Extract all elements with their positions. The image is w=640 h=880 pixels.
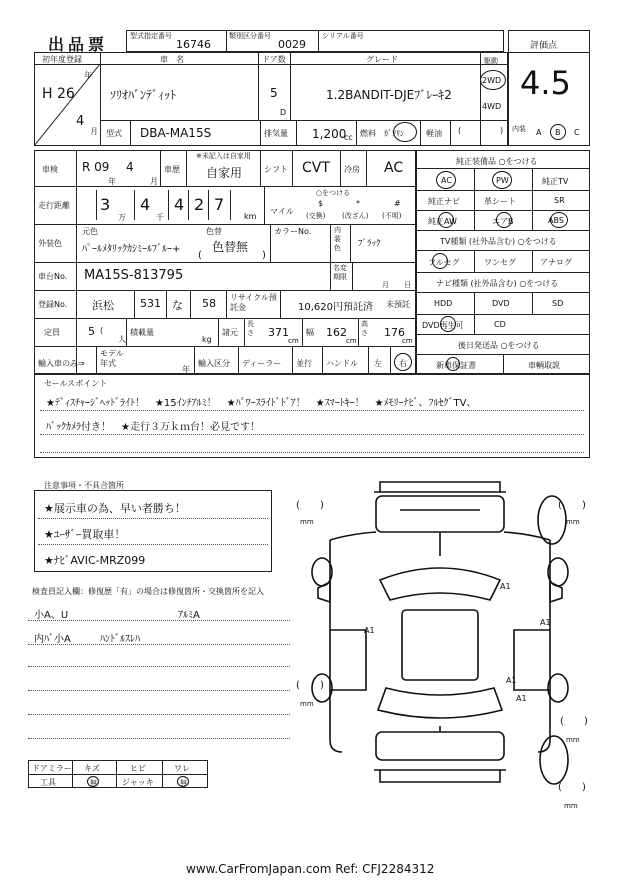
height-label: 高さ [361, 320, 368, 337]
shift-label: シフト [264, 165, 288, 174]
reg-kana: な [172, 299, 183, 312]
name-change-day: 日 [404, 281, 411, 289]
equip-airbag-circle [496, 212, 512, 228]
category-label: 類別区分番号 [229, 32, 271, 40]
mileage-circle-note: ○をつける [316, 189, 351, 197]
displacement-unit: cc [344, 133, 353, 142]
mileage-unit-km: km [244, 212, 257, 221]
ac-label: 冷房 [344, 165, 360, 174]
drive-4wd: 4WD [482, 102, 502, 111]
notes-line-2: ★ﾕｰｻﾞｰ買取車！ [44, 528, 126, 541]
interior-c: C [574, 128, 580, 137]
mileage-digit-1: 3 [100, 195, 111, 214]
equip-ac: AC [441, 176, 452, 185]
interior-b: B [555, 128, 561, 137]
mm-front-right: mm [566, 518, 580, 526]
drive-2wd: 2WD [482, 76, 502, 85]
mileage-status-star: * [356, 199, 360, 208]
docs-warranty-circle [446, 357, 460, 371]
equip-abs-circle [550, 212, 568, 228]
equip-aw-circle [438, 212, 454, 228]
width-unit: cm [346, 337, 357, 345]
tv-oneseg: ワンセグ [484, 258, 516, 267]
equip-leather: 革シート [484, 197, 516, 206]
inspector-line-2-right: ﾊﾝﾄﾞﾙｽﾚﾊ [100, 634, 140, 645]
footer-watermark: www.CarFromJapan.com Ref: CFJ2284312 [186, 862, 435, 876]
capacity-unit: 人 [118, 335, 126, 344]
serial-label: シリアル番号 [322, 32, 364, 40]
paint-label: 色替 [206, 227, 222, 236]
notes-label: 注意事項・不具合箇所 [44, 481, 124, 490]
chassis-value: MA15S-813795 [84, 268, 184, 283]
usage-note: ※未記入は自家用 [196, 152, 251, 160]
name-change-label: 名変期限 [333, 264, 347, 281]
equip-sr: SR [554, 196, 565, 205]
parts-jack-value: 無 [180, 779, 187, 787]
recycle-unpaid: 未預託 [386, 300, 410, 309]
reg-number: 58 [202, 297, 216, 310]
interior-color-label: 内装色 [334, 226, 341, 252]
nav-hdd: HDD [434, 299, 453, 308]
first-reg-month-unit: 月 [90, 127, 98, 136]
interior-a: A [536, 128, 542, 137]
chassis-label: 車台No. [38, 272, 68, 281]
mark-a1-left-side: A1 [364, 626, 375, 635]
car-name-value: ｿﾘｵﾊﾞﾝﾃﾞｨｯﾄ [110, 88, 177, 102]
mileage-status-unknown: (不明) [382, 212, 402, 220]
inspector-line-2-left: 内ﾊﾞ小A [34, 634, 71, 645]
handle-right: 右 [399, 359, 407, 368]
width-label: 幅 [306, 328, 314, 337]
mileage-label: 走行距離 [38, 201, 70, 210]
name-change-month: 月 [382, 281, 389, 289]
parts-header-break: ワレ [174, 764, 190, 773]
inspector-label: 検査員記入欄：修復歴「有」の場合は修復箇所・交換箇所を記入 [32, 587, 264, 596]
mileage-status-hash: # [394, 199, 401, 208]
grade-label: グレード [366, 55, 398, 64]
model-designation-value: 16746 [176, 38, 211, 51]
nav-dvd-play: DVD再生可 [422, 321, 464, 330]
color-no-label: カラーNo. [274, 227, 312, 236]
parts-tool-circle [87, 776, 99, 787]
car-name-label: 車 名 [160, 55, 184, 64]
parts-jack-label: ジャッキ [122, 778, 154, 787]
docs-title: 後日発送品 ○をつける [458, 341, 540, 350]
reg-area: 浜松 [92, 299, 114, 312]
fuel-circle [393, 122, 417, 142]
length-unit: cm [288, 337, 299, 345]
shift-value: CVT [302, 160, 330, 176]
equip-airbag: エアB [492, 217, 514, 226]
parts-jack-circle [177, 776, 189, 787]
handle-label: ハンドル [326, 359, 358, 368]
nav-dvd: DVD [492, 299, 510, 308]
notes-line-1: ★展示車の為、早い者勝ち！ [44, 502, 186, 515]
height-value: 176 [384, 326, 405, 339]
mark-a1-right-rear: A1 [506, 676, 517, 685]
type-value: DBA-MA15S [140, 126, 212, 140]
shaken-label: 車検 [42, 165, 58, 174]
load-unit: kg [202, 335, 212, 344]
shaken-month: 4 [126, 160, 134, 174]
parts-tool-label: 工具 [40, 778, 56, 787]
tv-analog: アナログ [540, 258, 572, 267]
color-value: ﾊﾟｰﾙﾒﾀﾘｯｸｶｼﾐｰﾙﾌﾞﾙｰ+ [82, 244, 181, 255]
doors-type: D [280, 108, 287, 117]
color-label: 外装色 [38, 239, 62, 248]
model-year-label: モデル年式 [100, 349, 124, 368]
handle-left: 左 [374, 359, 382, 368]
mileage-unit-man: 万 [118, 213, 126, 222]
form-title: 出品票 [48, 35, 109, 54]
recycle-label: リサイクル預託金 [230, 293, 277, 312]
grade-value: 1.2BANDIT-DJEﾌﾞﾚｰｷ2 [326, 88, 452, 102]
parallel-label: 並行 [296, 359, 312, 368]
paint-value: 色替無 [212, 240, 249, 254]
model-designation-label: 型式指定番号 [130, 32, 172, 40]
score-label: 評価点 [530, 41, 558, 51]
tv-fullseg-circle [432, 253, 448, 269]
type-label: 型式 [106, 129, 122, 138]
equip-abs: ABS [548, 216, 564, 225]
import-type-label: 輸入区分 [198, 359, 230, 368]
mark-a1-right-side: A1 [540, 618, 551, 627]
drive-label: 駆動 [484, 57, 498, 65]
original-color-label: 元色 [82, 227, 98, 236]
mark-a1-right-front: A1 [500, 582, 511, 591]
first-reg-label: 初年度登録 [42, 55, 82, 64]
parts-header-scratch: キズ [84, 764, 100, 773]
mm-rear-right: mm [566, 736, 580, 744]
mileage-digit-4: 2 [194, 195, 205, 214]
mileage-status-dollar: $ [318, 199, 324, 208]
mm-spare: mm [564, 802, 578, 810]
mileage-digit-2: 4 [140, 195, 151, 214]
mark-a1-rear-wheel: A1 [516, 694, 527, 703]
nav-cd: CD [494, 320, 506, 329]
mileage-unit-sen: 千 [156, 213, 164, 222]
usage-value: 自家用 [206, 166, 243, 180]
nav-title: ナビ種類 (社外品含む) ○をつける [436, 279, 559, 288]
tv-title: TV種類 (社外品含む) ○をつける [440, 237, 557, 246]
mileage-digit-5: 7 [214, 195, 225, 214]
mileage-status-exchange: (交換) [306, 212, 326, 220]
sales-points-box [34, 374, 590, 458]
recycle-value: 10,620円預託済 [298, 302, 373, 313]
docs-warranty: 新車保証書 [436, 361, 476, 370]
first-reg-year: H 26 [42, 86, 75, 102]
equip-ac-circle [436, 171, 456, 189]
length-value: 371 [268, 326, 289, 339]
dealer-label: ディーラー [242, 359, 282, 368]
equip-pw: PW [496, 176, 509, 185]
sales-label: セールスポイント [44, 379, 108, 388]
sales-line-2: ﾊﾞｯｸｶﾒﾗ付き！ ★走行３万ｋｍ台！必見です！ [46, 422, 260, 433]
height-unit: cm [402, 337, 413, 345]
shaken-value: R 09 [82, 160, 110, 174]
inspector-line-1-left: 小A、U [34, 610, 69, 621]
handle-right-circle [394, 353, 412, 371]
capacity-label: 定員 [44, 328, 60, 337]
notes-line-3: ★ﾅﾋﾞAVIC-MRZ099 [44, 554, 146, 567]
shaken-month-unit: 月 [150, 177, 158, 186]
displacement-value: 1,200 [312, 127, 347, 141]
first-reg-month: 4 [76, 114, 85, 129]
inspector-line-1-right: ｱﾙﾐA [178, 610, 200, 621]
import-label: 輸入車のみ⇒ [38, 359, 85, 368]
displacement-label: 排気量 [264, 129, 288, 138]
light-oil-label: 軽油 [426, 129, 442, 138]
dims-label: 諸元 [222, 328, 238, 337]
equip-tv: 純正TV [542, 177, 569, 186]
tv-fullseg: フルセグ [428, 258, 460, 267]
length-label: 長さ [247, 320, 254, 337]
nav-sd: SD [552, 299, 564, 308]
car-damage-diagram [290, 470, 600, 820]
equip-navi: 純正ナビ [428, 197, 460, 206]
mileage-status-tampered: (改ざん) [342, 212, 369, 220]
shaken-year-unit: 年 [108, 177, 116, 186]
width-value: 162 [326, 326, 347, 339]
usage-label: 車歴 [164, 165, 180, 174]
category-value: 0029 [278, 38, 306, 51]
sales-line-1: ★ﾃﾞｨｽﾁｬｰｼﾞﾍｯﾄﾞﾗｲﾄ！ ★15ｲﾝﾁｱﾙﾐ！ ★ﾊﾟﾜｰｽﾗｲﾄﾞﾄﾞｱ！ ★ｽﾏｰﾄｷｰ！ ★ﾒﾓﾘｰﾅﾋﾞ、ﾌﾙｾｸﾞTV、 [46, 398, 477, 409]
fuel-value: ｶﾞｿﾘﾝ [384, 129, 404, 138]
load-label: 積載量 [130, 328, 154, 337]
interior-color-value: ﾌﾞﾗｯｸ [358, 239, 381, 249]
first-reg-year-unit: 年 [84, 71, 92, 80]
parts-header-crack: ヒビ [130, 764, 146, 773]
model-year-suffix: 年 [182, 365, 190, 374]
mileage-status-mile: マイル [270, 207, 294, 216]
mm-front-left: mm [300, 518, 314, 526]
reg-class: 531 [140, 297, 161, 310]
oem-title: 純正装備品 ○をつける [456, 157, 538, 166]
mm-rear-left: mm [300, 700, 314, 708]
equip-pw-circle [492, 171, 512, 189]
capacity-value: 5 [88, 325, 95, 338]
mileage-digit-3: 4 [174, 195, 185, 214]
interior-label: 内装 [512, 125, 526, 133]
fuel-label: 燃料 [360, 129, 376, 138]
equip-aw: 純正AW [428, 217, 457, 226]
docs-manual: 車輌取説 [528, 361, 560, 370]
ac-value: AC [384, 160, 404, 176]
interior-b-circle [550, 124, 566, 140]
score-value: 4.5 [520, 64, 571, 102]
parts-header-mirror: ドアミラー [32, 764, 72, 773]
parts-tool-value: 無 [90, 779, 97, 787]
drive-2wd-circle [480, 70, 506, 90]
doors-value: 5 [270, 86, 278, 100]
doors-label: ドア数 [262, 55, 286, 64]
reg-label: 登録No. [38, 300, 68, 309]
nav-dvd-play-circle [440, 316, 456, 332]
